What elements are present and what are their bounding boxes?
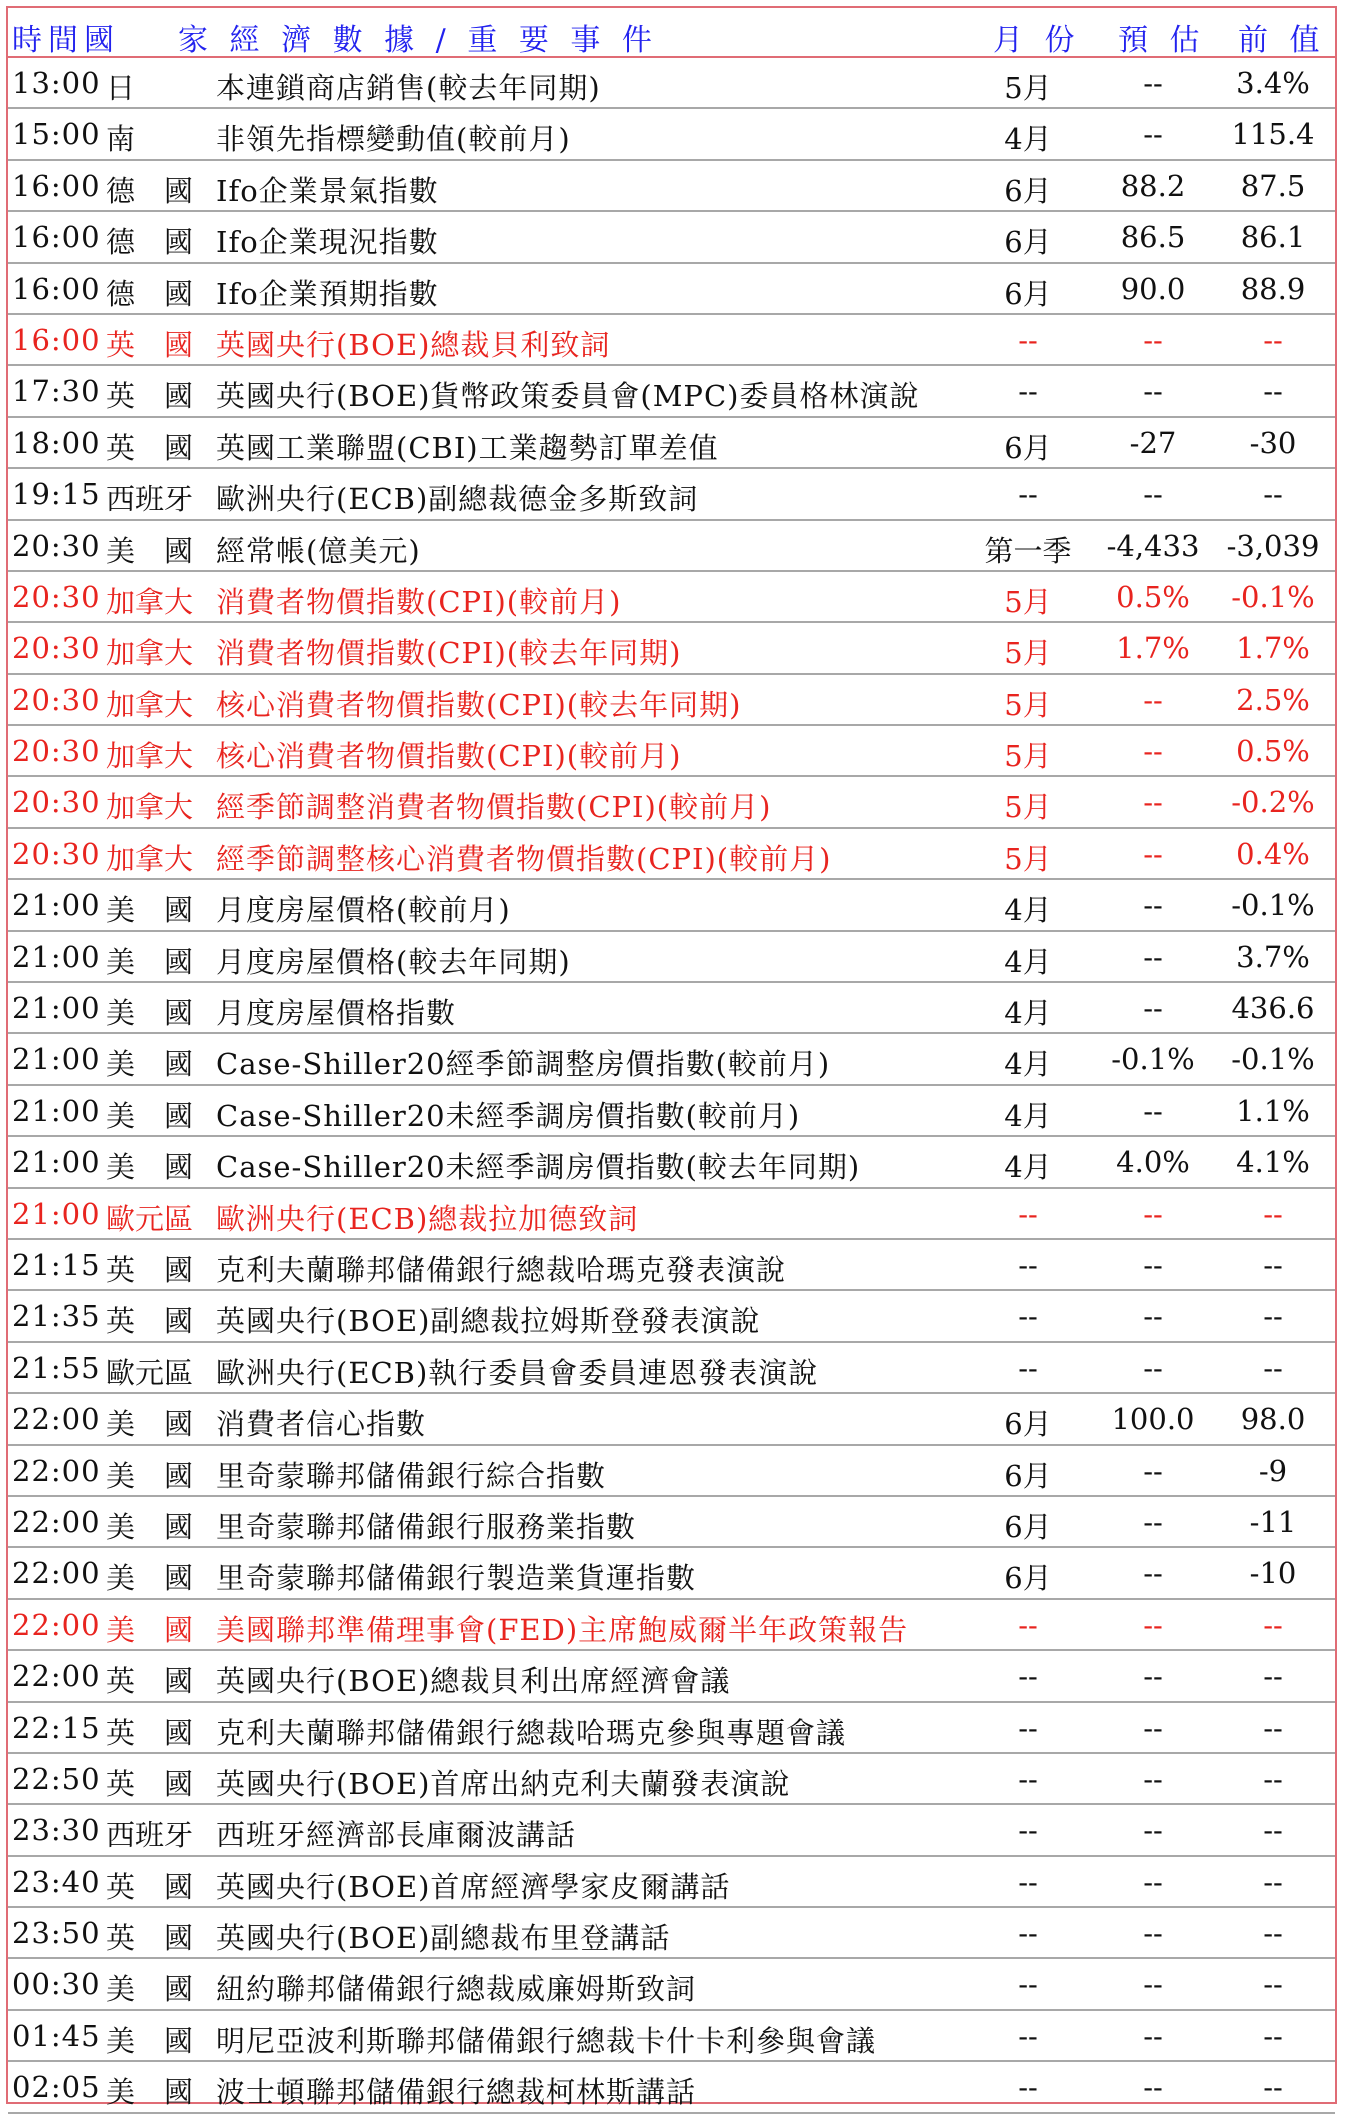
row-country: 美 國 [106, 1509, 194, 1544]
row-month: -- [1018, 1761, 1038, 1796]
row-country: 歐元區 [106, 1355, 194, 1390]
row-month: 6月 [1004, 225, 1052, 260]
row-previous: -- [1263, 477, 1283, 512]
row-previous: -- [1263, 1967, 1283, 2002]
table-row [8, 1240, 1335, 1291]
row-forecast: 0.5% [1116, 579, 1190, 614]
row-month: -- [1018, 1813, 1038, 1848]
row-month: 4月 [1004, 893, 1052, 928]
row-time: 20:30 [12, 734, 101, 769]
row-country: 美 國 [106, 1047, 194, 1082]
row-event: 歐洲央行(ECB)執行委員會委員連恩發表演說 [216, 1355, 819, 1390]
row-event: Case-Shiller20未經季調房價指數(較去年同期) [216, 1150, 861, 1185]
row-time: 20:30 [12, 836, 101, 871]
table-row [8, 1857, 1335, 1908]
row-forecast: -- [1143, 1093, 1163, 1128]
table-row [8, 58, 1335, 109]
row-country: 美 國 [106, 1098, 194, 1133]
table-row [8, 1291, 1335, 1342]
row-month: 5月 [1004, 71, 1052, 105]
row-forecast: -- [1143, 1813, 1163, 1848]
row-country: 加拿大 [106, 841, 194, 876]
row-time: 16:00 [12, 271, 101, 306]
row-event: 歐洲央行(ECB)總裁拉加德致詞 [216, 1201, 639, 1236]
row-forecast: -- [1143, 1710, 1163, 1745]
row-event: Case-Shiller20未經季調房價指數(較前月) [216, 1098, 801, 1133]
table-row [8, 1959, 1335, 2010]
row-event: 美國聯邦準備理事會(FED)主席鮑威爾半年政策報告 [216, 1612, 909, 1647]
row-forecast: 4.0% [1116, 1145, 1190, 1180]
row-forecast: -- [1143, 939, 1163, 974]
row-time: 21:35 [12, 1299, 101, 1334]
row-event: 英國央行(BOE)總裁貝利出席經濟會議 [216, 1664, 731, 1699]
row-event: 核心消費者物價指數(CPI)(較前月) [216, 739, 682, 774]
table-row [8, 1446, 1335, 1497]
row-month: -- [1018, 1864, 1038, 1899]
table-row [8, 264, 1335, 315]
row-previous: -- [1263, 1710, 1283, 1745]
row-country: 英 國 [106, 1664, 194, 1699]
row-country: 美 國 [106, 2075, 194, 2110]
row-previous: 4.1% [1236, 1145, 1310, 1180]
row-event: 月度房屋價格指數 [216, 996, 457, 1031]
row-previous: 2.5% [1236, 682, 1310, 717]
table-row [8, 932, 1335, 983]
row-event: 紐約聯邦儲備銀行總裁威廉姆斯致詞 [216, 1972, 697, 2007]
row-forecast: -- [1143, 682, 1163, 717]
row-country: 西班牙 [106, 1818, 194, 1853]
row-event: 核心消費者物價指數(CPI)(較去年同期) [216, 687, 742, 722]
row-country: 美 國 [106, 533, 194, 568]
row-previous: 115.4 [1231, 117, 1315, 152]
row-country: 南 [106, 122, 136, 157]
row-forecast: -4,433 [1106, 528, 1200, 563]
table-row [8, 2062, 1335, 2113]
table-row [8, 726, 1335, 777]
row-previous: -9 [1258, 1453, 1288, 1488]
row-country: 美 國 [106, 1407, 194, 1442]
row-time: 22:00 [12, 1556, 101, 1591]
row-previous: 87.5 [1240, 168, 1306, 203]
row-event: 英國央行(BOE)貨幣政策委員會(MPC)委員格林演說 [216, 379, 920, 414]
row-previous: -- [1263, 1247, 1283, 1282]
row-forecast: -- [1143, 1453, 1163, 1488]
row-country: 英 國 [106, 1766, 194, 1801]
row-month: 4月 [1004, 944, 1052, 979]
table-body [8, 58, 1335, 2114]
row-forecast: -- [1143, 1299, 1163, 1334]
row-country: 日 [106, 71, 136, 105]
row-previous: -- [1263, 1813, 1283, 1848]
row-previous: 0.4% [1236, 836, 1310, 871]
row-forecast: -- [1143, 374, 1163, 409]
row-time: 21:15 [12, 1247, 101, 1282]
row-previous: -0.1% [1231, 579, 1315, 614]
row-forecast: 86.5 [1120, 220, 1186, 255]
row-time: 13:00 [12, 66, 101, 100]
row-country: 英 國 [106, 1715, 194, 1750]
row-month: 5月 [1004, 739, 1052, 774]
row-previous: -- [1263, 374, 1283, 409]
header-forecast: 預 估 [1118, 23, 1206, 58]
row-event: 英國央行(BOE)首席經濟學家皮爾講話 [216, 1869, 731, 1904]
row-month: 5月 [1004, 584, 1052, 619]
row-forecast: -- [1143, 836, 1163, 871]
row-previous: -0.1% [1231, 1042, 1315, 1077]
row-forecast: -- [1143, 888, 1163, 923]
row-previous: 1.1% [1236, 1093, 1310, 1128]
row-event: 本連鎖商店銷售(較去年同期) [216, 71, 601, 105]
table-row [8, 1651, 1335, 1702]
row-time: 22:00 [12, 1453, 101, 1488]
row-forecast: 90.0 [1120, 271, 1186, 306]
row-country: 西班牙 [106, 482, 194, 517]
row-time: 20:30 [12, 631, 101, 666]
row-month: 5月 [1004, 636, 1052, 671]
row-forecast: -- [1143, 1864, 1163, 1899]
row-time: 21:55 [12, 1350, 101, 1385]
row-country: 美 國 [106, 1561, 194, 1596]
row-forecast: -- [1143, 1504, 1163, 1539]
table-row [8, 315, 1335, 366]
row-previous: -30 [1249, 425, 1297, 460]
row-month: -- [1018, 1196, 1038, 1231]
row-previous: -- [1263, 1299, 1283, 1334]
row-previous: 98.0 [1240, 1402, 1306, 1437]
row-event: 英國央行(BOE)總裁貝利致詞 [216, 327, 611, 362]
row-country: 加拿大 [106, 739, 194, 774]
row-previous: -11 [1249, 1504, 1297, 1539]
row-time: 02:05 [12, 2070, 101, 2105]
row-month: 5月 [1004, 790, 1052, 825]
row-event: 消費者信心指數 [216, 1407, 427, 1442]
row-forecast: 88.2 [1120, 168, 1186, 203]
row-forecast: -- [1143, 477, 1163, 512]
row-month: -- [1018, 1299, 1038, 1334]
row-forecast: 1.7% [1116, 631, 1190, 666]
table-row [8, 572, 1335, 623]
row-country: 英 國 [106, 327, 194, 362]
row-time: 21:00 [12, 939, 101, 974]
row-country: 德 國 [106, 276, 194, 311]
row-time: 21:00 [12, 1196, 101, 1231]
row-event: 波士頓聯邦儲備銀行總裁柯林斯講話 [216, 2075, 697, 2110]
row-forecast: -27 [1129, 425, 1177, 460]
row-previous: 436.6 [1231, 991, 1315, 1026]
row-event: 非領先指標變動值(較前月) [216, 122, 571, 157]
row-time: 18:00 [12, 425, 101, 460]
row-month: -- [1018, 477, 1038, 512]
row-forecast: -- [1143, 1350, 1163, 1385]
table-row [8, 2011, 1335, 2062]
row-event: 英國央行(BOE)副總裁布里登講話 [216, 1921, 671, 1956]
table-row [8, 1600, 1335, 1651]
table-row [8, 880, 1335, 931]
row-time: 00:30 [12, 1967, 101, 2002]
row-event: 英國工業聯盟(CBI)工業趨勢訂單差值 [216, 430, 719, 465]
row-month: 6月 [1004, 1407, 1052, 1442]
table-row [8, 1497, 1335, 1548]
row-forecast: -- [1143, 1916, 1163, 1951]
row-forecast: -- [1143, 734, 1163, 769]
row-month: 6月 [1004, 430, 1052, 465]
row-previous: -- [1263, 1761, 1283, 1796]
row-time: 22:00 [12, 1504, 101, 1539]
row-forecast: -- [1143, 1196, 1163, 1231]
row-time: 21:00 [12, 1145, 101, 1180]
row-previous: -- [1263, 2018, 1283, 2053]
row-month: 第一季 [984, 533, 1072, 568]
row-month: 5月 [1004, 841, 1052, 876]
row-forecast: -- [1143, 785, 1163, 820]
row-time: 19:15 [12, 477, 101, 512]
row-month: -- [1018, 2018, 1038, 2053]
row-event: 里奇蒙聯邦儲備銀行製造業貨運指數 [216, 1561, 697, 1596]
row-month: -- [1018, 322, 1038, 357]
row-previous: 0.5% [1236, 734, 1310, 769]
row-forecast: -- [1143, 1761, 1163, 1796]
row-event: 里奇蒙聯邦儲備銀行服務業指數 [216, 1509, 637, 1544]
row-event: 消費者物價指數(CPI)(較去年同期) [216, 636, 682, 671]
row-country: 英 國 [106, 1304, 194, 1339]
table-row [8, 1805, 1335, 1856]
row-month: 4月 [1004, 1098, 1052, 1133]
row-previous: 3.4% [1236, 66, 1310, 100]
row-forecast: -- [1143, 1607, 1163, 1642]
table-row [8, 1137, 1335, 1188]
row-time: 20:30 [12, 579, 101, 614]
row-time: 21:00 [12, 1042, 101, 1077]
row-country: 德 國 [106, 225, 194, 260]
row-time: 22:00 [12, 1402, 101, 1437]
row-forecast: -- [1143, 117, 1163, 152]
row-country: 歐元區 [106, 1201, 194, 1236]
header-month: 月 份 [993, 23, 1081, 58]
row-forecast: -- [1143, 2018, 1163, 2053]
row-country: 美 國 [106, 944, 194, 979]
row-event: 歐洲央行(ECB)副總裁德金多斯致詞 [216, 482, 699, 517]
row-forecast: -- [1143, 322, 1163, 357]
row-time: 20:30 [12, 528, 101, 563]
table-row [8, 1034, 1335, 1085]
row-country: 美 國 [106, 1458, 194, 1493]
row-country: 美 國 [106, 996, 194, 1031]
row-previous: -0.1% [1231, 888, 1315, 923]
table-row [8, 829, 1335, 880]
row-previous: 1.7% [1236, 631, 1310, 666]
row-time: 17:30 [12, 374, 101, 409]
row-event: Ifo企業預期指數 [216, 276, 439, 311]
row-month: 4月 [1004, 122, 1052, 157]
row-previous: -- [1263, 1864, 1283, 1899]
table-row [8, 1703, 1335, 1754]
header-time-country: 時間國 [12, 23, 120, 58]
row-month: 6月 [1004, 1458, 1052, 1493]
row-event: Ifo企業景氣指數 [216, 173, 439, 208]
table-row [8, 1754, 1335, 1805]
row-time: 22:00 [12, 1659, 101, 1694]
row-country: 英 國 [106, 379, 194, 414]
row-month: 4月 [1004, 1047, 1052, 1082]
row-forecast: -- [1143, 1556, 1163, 1591]
row-month: -- [1018, 1659, 1038, 1694]
row-event: 克利夫蘭聯邦儲備銀行總裁哈瑪克發表演說 [216, 1252, 787, 1287]
row-time: 22:50 [12, 1761, 101, 1796]
row-country: 美 國 [106, 1150, 194, 1185]
row-country: 英 國 [106, 1869, 194, 1904]
row-time: 22:00 [12, 1607, 101, 1642]
row-month: -- [1018, 1350, 1038, 1385]
row-previous: -- [1263, 1196, 1283, 1231]
row-event: 經季節調整消費者物價指數(CPI)(較前月) [216, 790, 772, 825]
row-forecast: 100.0 [1111, 1402, 1195, 1437]
header-previous: 前 值 [1238, 23, 1326, 58]
row-country: 加拿大 [106, 687, 194, 722]
row-previous: 88.9 [1240, 271, 1306, 306]
row-event: 明尼亞波利斯聯邦儲備銀行總裁卡什卡利參與會議 [216, 2023, 877, 2058]
row-month: -- [1018, 1607, 1038, 1642]
row-previous: -- [1263, 1607, 1283, 1642]
row-event: 英國央行(BOE)副總裁拉姆斯登發表演說 [216, 1304, 761, 1339]
row-event: 經常帳(億美元) [216, 533, 421, 568]
row-month: 4月 [1004, 1150, 1052, 1185]
row-month: 5月 [1004, 687, 1052, 722]
row-previous: -3,039 [1226, 528, 1320, 563]
row-event: 月度房屋價格(較前月) [216, 893, 511, 928]
table-header [8, 8, 1335, 58]
row-previous: 86.1 [1240, 220, 1306, 255]
row-country: 美 國 [106, 1972, 194, 2007]
row-time: 21:00 [12, 888, 101, 923]
row-event: 消費者物價指數(CPI)(較前月) [216, 584, 622, 619]
table-row [8, 521, 1335, 572]
row-time: 23:30 [12, 1813, 101, 1848]
row-previous: -- [1263, 2070, 1283, 2105]
row-event: 克利夫蘭聯邦儲備銀行總裁哈瑪克參與專題會議 [216, 1715, 847, 1750]
row-time: 22:15 [12, 1710, 101, 1745]
row-event: 西班牙經濟部長庫爾波講話 [216, 1818, 577, 1853]
row-previous: -- [1263, 1659, 1283, 1694]
row-country: 美 國 [106, 893, 194, 928]
row-time: 01:45 [12, 2018, 101, 2053]
row-event: 經季節調整核心消費者物價指數(CPI)(較前月) [216, 841, 832, 876]
row-previous: -- [1263, 322, 1283, 357]
row-time: 21:00 [12, 991, 101, 1026]
row-time: 16:00 [12, 168, 101, 203]
row-country: 英 國 [106, 430, 194, 465]
table-row [8, 1908, 1335, 1959]
row-forecast: -- [1143, 1967, 1163, 2002]
row-time: 20:30 [12, 785, 101, 820]
row-time: 21:00 [12, 1093, 101, 1128]
table-row [8, 212, 1335, 263]
table-row [8, 675, 1335, 726]
table-row [8, 623, 1335, 674]
row-event: Ifo企業現況指數 [216, 225, 439, 260]
row-event: 英國央行(BOE)首席出納克利夫蘭發表演說 [216, 1766, 791, 1801]
row-country: 加拿大 [106, 584, 194, 619]
row-country: 英 國 [106, 1921, 194, 1956]
row-month: -- [1018, 1916, 1038, 1951]
table-row [8, 1548, 1335, 1599]
row-forecast: -0.1% [1111, 1042, 1195, 1077]
row-country: 德 國 [106, 173, 194, 208]
row-month: -- [1018, 2070, 1038, 2105]
row-month: 6月 [1004, 276, 1052, 311]
row-time: 16:00 [12, 322, 101, 357]
table-row [8, 777, 1335, 828]
row-country: 美 國 [106, 2023, 194, 2058]
row-country: 加拿大 [106, 636, 194, 671]
row-time: 15:00 [12, 117, 101, 152]
row-previous: -10 [1249, 1556, 1297, 1591]
row-country: 英 國 [106, 1252, 194, 1287]
table-row [8, 983, 1335, 1034]
table-row [8, 1394, 1335, 1445]
row-forecast: -- [1143, 1659, 1163, 1694]
row-previous: -- [1263, 1350, 1283, 1385]
row-previous: 3.7% [1236, 939, 1310, 974]
row-month: 6月 [1004, 1561, 1052, 1596]
row-time: 16:00 [12, 220, 101, 255]
row-time: 23:40 [12, 1864, 101, 1899]
row-previous: -- [1263, 1916, 1283, 1951]
row-month: -- [1018, 374, 1038, 409]
row-forecast: -- [1143, 2070, 1163, 2105]
row-forecast: -- [1143, 66, 1163, 100]
row-time: 20:30 [12, 682, 101, 717]
row-month: 6月 [1004, 1509, 1052, 1544]
table-row [8, 366, 1335, 417]
row-forecast: -- [1143, 1247, 1163, 1282]
row-forecast: -- [1143, 991, 1163, 1026]
table-row [8, 1086, 1335, 1137]
row-month: -- [1018, 1247, 1038, 1282]
row-event: 月度房屋價格(較去年同期) [216, 944, 571, 979]
row-month: -- [1018, 1710, 1038, 1745]
row-month: -- [1018, 1967, 1038, 2002]
table-row [8, 1189, 1335, 1240]
row-event: Case-Shiller20經季節調整房價指數(較前月) [216, 1047, 831, 1082]
row-country: 美 國 [106, 1612, 194, 1647]
header-event: 家 經 濟 數 據 / 重 要 事 件 [178, 23, 658, 58]
row-previous: -0.2% [1231, 785, 1315, 820]
row-month: 6月 [1004, 173, 1052, 208]
row-event: 里奇蒙聯邦儲備銀行綜合指數 [216, 1458, 607, 1493]
table-row [8, 418, 1335, 469]
economic-calendar-table [6, 6, 1337, 2110]
table-row [8, 469, 1335, 520]
table-row [8, 109, 1335, 160]
table-row [8, 161, 1335, 212]
table-row [8, 1343, 1335, 1394]
row-country: 加拿大 [106, 790, 194, 825]
row-month: 4月 [1004, 996, 1052, 1031]
row-time: 23:50 [12, 1916, 101, 1951]
